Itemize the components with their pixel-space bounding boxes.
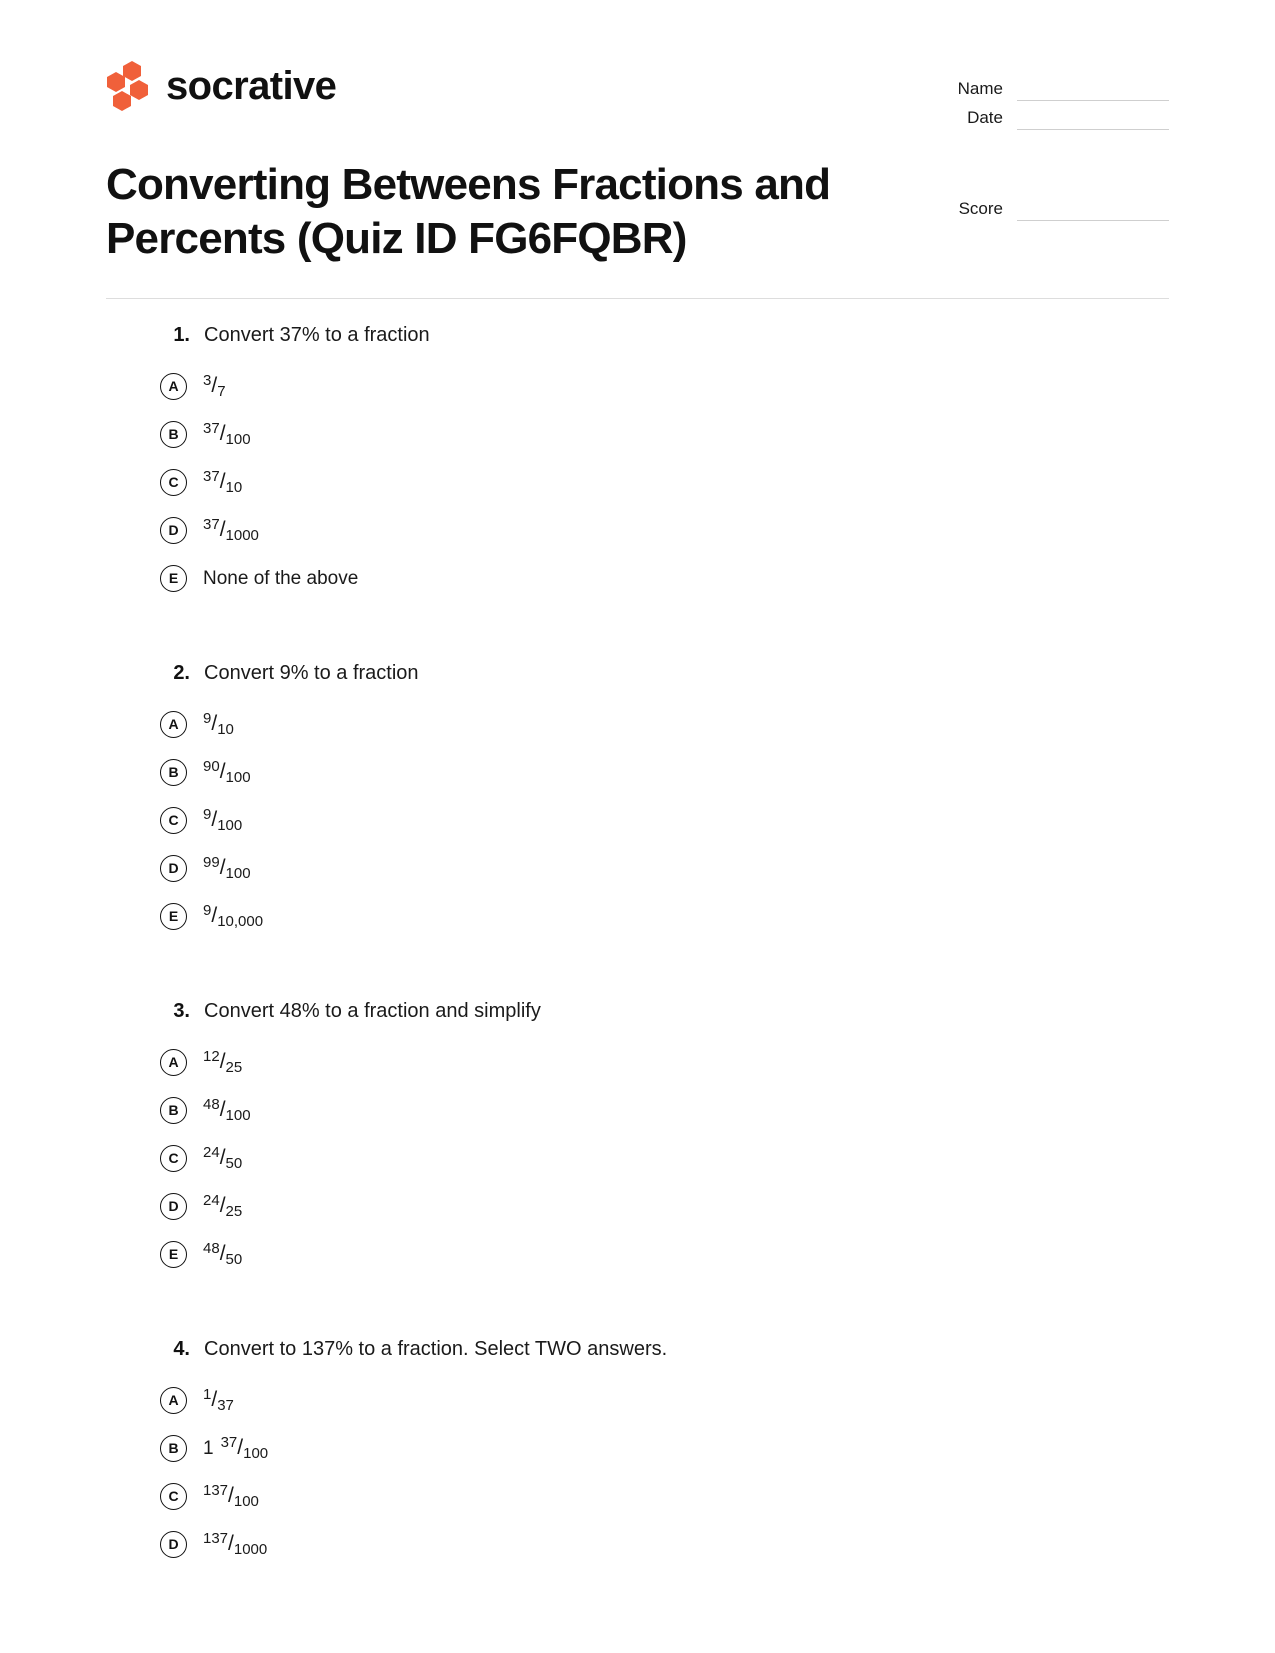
student-meta-block (923, 72, 1169, 130)
fraction-slash-icon: / (211, 904, 218, 927)
choice-bubble[interactable]: B (160, 421, 187, 448)
fraction-slash-icon: / (211, 808, 218, 831)
question (106, 660, 1169, 940)
question-number: 2. (173, 662, 190, 684)
question (106, 322, 1169, 602)
question-header (160, 660, 1169, 686)
fraction-denominator: 100 (225, 865, 251, 882)
choice-text (203, 711, 234, 737)
fraction-slash-icon: / (219, 1146, 226, 1169)
fraction (203, 711, 234, 737)
question-text: Convert 37% to a fraction (204, 324, 430, 346)
fraction-denominator: 100 (225, 769, 251, 786)
answer-choice[interactable] (160, 1472, 1169, 1520)
fraction (203, 1241, 242, 1267)
answer-choice[interactable] (160, 844, 1169, 892)
fraction-numerator: 9 (203, 902, 212, 919)
answer-choice[interactable] (160, 362, 1169, 410)
name-label: Name (957, 79, 1003, 98)
question-text: Convert to 137% to a fraction. Select TWO answers. (204, 1338, 668, 1360)
fraction (203, 1531, 267, 1557)
choice-bubble[interactable]: B (160, 1435, 187, 1462)
fraction-numerator: 37 (203, 420, 220, 437)
choice-text (203, 807, 242, 833)
fraction (203, 903, 263, 929)
fraction (203, 855, 251, 881)
answer-choice[interactable] (160, 1520, 1169, 1568)
fraction-denominator: 10,000 (217, 913, 264, 930)
choice-bubble[interactable]: D (160, 1193, 187, 1220)
fraction-numerator: 99 (203, 854, 220, 871)
question (106, 1336, 1169, 1568)
answer-choice[interactable] (160, 1038, 1169, 1086)
answer-choice[interactable] (160, 748, 1169, 796)
fraction-slash-icon: / (219, 1242, 226, 1265)
fraction-slash-icon: / (219, 1098, 226, 1121)
fraction-denominator: 100 (225, 431, 251, 448)
fraction-whole: 1 (203, 1438, 214, 1459)
choice-text (203, 1387, 234, 1413)
fraction (203, 421, 251, 447)
choice-bubble[interactable]: C (160, 1483, 187, 1510)
question-header (160, 998, 1169, 1024)
fraction (203, 1483, 259, 1509)
name-field-row (923, 72, 1169, 101)
answer-choice[interactable] (160, 892, 1169, 940)
fraction-numerator: 3 (203, 372, 212, 389)
choice-text (203, 517, 259, 543)
choice-text (203, 1435, 268, 1461)
choice-text (203, 1145, 242, 1171)
page-title: Converting Betweens Fractions and Percents (Quiz ID FG6FQBR) (106, 160, 831, 263)
answer-choice[interactable] (160, 506, 1169, 554)
fraction (203, 1193, 242, 1219)
fraction-denominator: 10 (217, 721, 234, 738)
fraction-slash-icon: / (219, 470, 226, 493)
answer-choice[interactable] (160, 1134, 1169, 1182)
fraction-denominator: 100 (225, 1107, 251, 1124)
choice-text (203, 1097, 251, 1123)
name-input-line[interactable] (1017, 78, 1169, 101)
question-number: 4. (173, 1338, 190, 1360)
choice-text (203, 759, 251, 785)
fraction-denominator: 1000 (225, 527, 259, 544)
choice-text (203, 421, 251, 447)
fraction-denominator: 100 (217, 817, 243, 834)
socrative-brand (106, 60, 336, 112)
choice-bubble[interactable]: D (160, 517, 187, 544)
fraction (203, 807, 242, 833)
choice-bubble[interactable]: E (160, 1241, 187, 1268)
fraction-denominator: 25 (225, 1059, 243, 1076)
choice-text (203, 1531, 267, 1557)
question-number: 3. (173, 1000, 190, 1022)
fraction-numerator: 37 (220, 1434, 238, 1451)
question-text: Convert 9% to a fraction (204, 662, 419, 684)
fraction-numerator: 24 (203, 1144, 220, 1161)
choice-bubble[interactable]: C (160, 807, 187, 834)
question-number: 1. (173, 324, 190, 346)
date-field-row (923, 101, 1169, 130)
fraction-numerator: 48 (203, 1096, 220, 1113)
fraction-numerator: 12 (203, 1048, 220, 1065)
answer-choice[interactable] (160, 554, 1169, 602)
choice-bubble[interactable]: B (160, 759, 187, 786)
fraction-numerator: 1 (203, 1386, 212, 1403)
score-label: Score (958, 199, 1003, 218)
fraction-slash-icon: / (219, 856, 226, 879)
choice-bubble[interactable]: E (160, 903, 187, 930)
choice-text (203, 373, 226, 399)
choice-text (203, 1241, 242, 1267)
choice-bubble[interactable]: D (160, 855, 187, 882)
choice-text (203, 1049, 242, 1075)
date-label: Date (967, 108, 1003, 127)
choice-text: None of the above (203, 567, 359, 589)
choice-text (203, 469, 242, 495)
fraction-denominator: 7 (217, 383, 226, 400)
score-block (923, 192, 1169, 221)
fraction-slash-icon: / (219, 518, 226, 541)
fraction (203, 1097, 251, 1123)
fraction-numerator: 137 (203, 1482, 229, 1499)
fraction-denominator: 1000 (233, 1541, 268, 1558)
fraction-slash-icon: / (211, 712, 218, 735)
question-text: Convert 48% to a fraction and simplify (204, 1000, 541, 1022)
fraction-numerator: 48 (203, 1240, 220, 1257)
fraction-numerator: 24 (203, 1192, 220, 1209)
fraction-slash-icon: / (211, 374, 218, 397)
question-header (160, 322, 1169, 348)
choice-bubble[interactable]: C (160, 469, 187, 496)
answer-choice[interactable] (160, 700, 1169, 748)
choice-text (203, 903, 263, 929)
answer-choice[interactable] (160, 410, 1169, 458)
fraction-denominator: 10 (225, 479, 243, 496)
brand-name: socrative (166, 64, 337, 108)
choice-bubble[interactable]: A (160, 1387, 187, 1414)
fraction-slash-icon: / (219, 422, 226, 445)
choice-bubble[interactable]: A (160, 711, 187, 738)
choice-bubble[interactable]: A (160, 373, 187, 400)
fraction (203, 517, 259, 543)
fraction-numerator: 37 (203, 516, 220, 533)
answer-choice[interactable] (160, 458, 1169, 506)
question-list (106, 322, 1169, 1626)
answer-choice[interactable] (160, 1424, 1169, 1472)
fraction (203, 1049, 242, 1075)
choice-text (203, 1483, 259, 1509)
fraction-denominator: 37 (217, 1397, 234, 1414)
choice-text (203, 855, 251, 881)
fraction (203, 759, 251, 785)
fraction-slash-icon: / (219, 1194, 226, 1217)
fraction (203, 1387, 234, 1413)
fraction (203, 1435, 268, 1461)
header-divider (106, 298, 1169, 299)
date-input-line[interactable] (1017, 107, 1169, 130)
fraction-denominator: 50 (225, 1251, 243, 1268)
fraction-slash-icon: / (228, 1532, 234, 1555)
fraction-numerator: 37 (203, 468, 220, 485)
choice-bubble[interactable]: A (160, 1049, 187, 1076)
fraction-slash-icon: / (219, 760, 226, 783)
fraction-denominator: 100 (233, 1493, 259, 1510)
answer-choice[interactable] (160, 1230, 1169, 1278)
fraction-numerator: 9 (203, 710, 212, 727)
fraction-denominator: 25 (225, 1203, 243, 1220)
answer-choice[interactable] (160, 1182, 1169, 1230)
fraction-denominator: 50 (225, 1155, 243, 1172)
answer-choice[interactable] (160, 796, 1169, 844)
fraction-numerator: 9 (203, 806, 212, 823)
fraction-slash-icon: / (237, 1436, 244, 1459)
choice-bubble[interactable]: B (160, 1097, 187, 1124)
fraction-denominator: 100 (243, 1445, 269, 1462)
answer-choice[interactable] (160, 1376, 1169, 1424)
fraction (203, 469, 242, 495)
score-field-row (923, 192, 1169, 221)
fraction-numerator: 90 (203, 758, 220, 775)
question (106, 998, 1169, 1278)
fraction (203, 373, 226, 399)
socrative-logo-icon (106, 60, 152, 112)
fraction-slash-icon: / (219, 1050, 226, 1073)
score-input-line[interactable] (1017, 198, 1169, 221)
fraction-slash-icon: / (211, 1388, 218, 1411)
fraction-numerator: 137 (203, 1530, 229, 1547)
question-header (160, 1336, 1169, 1362)
fraction (203, 1145, 242, 1171)
answer-choice[interactable] (160, 1086, 1169, 1134)
fraction-slash-icon: / (228, 1484, 234, 1507)
choice-text (203, 1193, 242, 1219)
choice-bubble[interactable]: D (160, 1531, 187, 1558)
choice-bubble[interactable]: E (160, 565, 187, 592)
choice-bubble[interactable]: C (160, 1145, 187, 1172)
